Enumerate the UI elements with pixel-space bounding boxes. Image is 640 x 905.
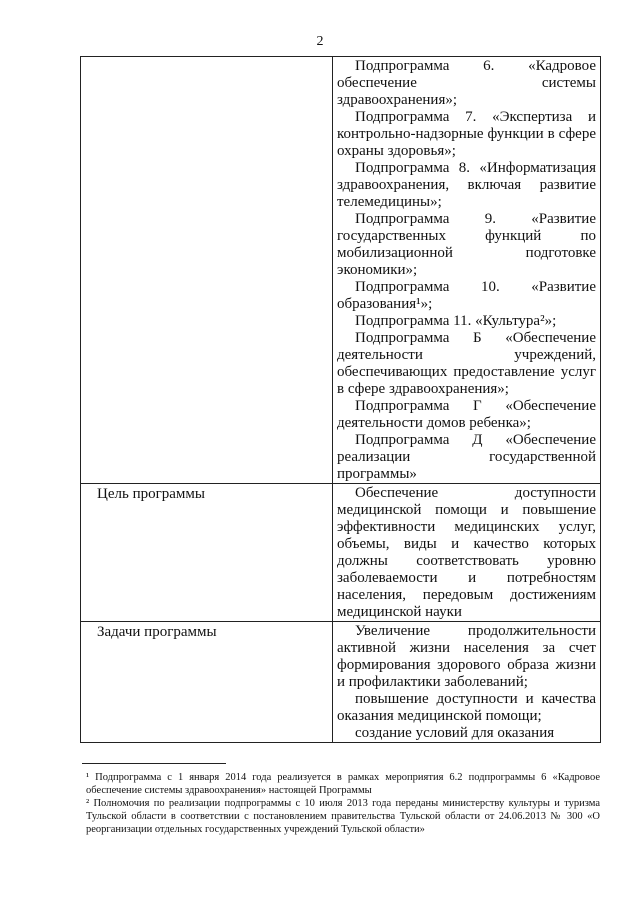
subprogram-item: Подпрограмма 6. «Кадровое обеспечение системы здравоохранения»; <box>337 58 596 108</box>
table-row-goal <box>81 484 601 622</box>
footnote-separator <box>82 763 226 764</box>
subprogram-item: Подпрограмма 7. «Экспертиза и контрольно-надзорные функции в сфере охраны здоровья»; <box>337 109 596 159</box>
table-row-tasks <box>81 622 601 743</box>
subprogram-item: Подпрограмма Д «Обеспечение реализации государственной программы» <box>337 432 596 482</box>
subprogram-item: Подпрограмма Г «Обеспечение деятельности домов ребенка»; <box>337 398 596 431</box>
subprogram-item: Подпрограмма 9. «Развитие государственных функций по мобилизационной подготовке экономики»; <box>337 211 596 278</box>
goal-text: Обеспечение доступности медицинской помощи и повышение эффективности медицинских услуг, объемы, виды и качество которых должны соответствовать уровню заболеваемости и потребностям населения, передовым достижениям медицинской науки <box>337 485 596 620</box>
task-item: создание условий для оказания <box>355 725 555 741</box>
subprogram-item: Подпрограмма 8. «Информатизация здравоохранения, включая развитие телемедицины»; <box>337 160 596 210</box>
row-content-cell <box>333 622 601 743</box>
task-item: Увеличение продолжительности активной жизни населения за счет формирования здорового образа жизни и профилактики заболеваний; <box>337 623 596 690</box>
table-row-subprograms <box>81 57 601 484</box>
row-label-cell <box>81 484 333 622</box>
row-label: Цель программы <box>97 486 205 502</box>
row-label <box>81 57 332 59</box>
subprogram-item: Подпрограмма 10. «Развитие образования¹»; <box>337 279 596 312</box>
task-item: повышение доступности и качества оказания медицинской помощи; <box>337 691 596 724</box>
subprogram-item: Подпрограмма 11. «Культура²»; <box>355 313 557 329</box>
subprogram-item: Подпрограмма Б «Обеспечение деятельности учреждений, обеспечивающих предоставление услуг в сфере здравоохранения»; <box>337 330 596 397</box>
footnote-1: ¹ Подпрограмма с 1 января 2014 года реализуется в рамках мероприятия 6.2 подпрограммы 6 «Кадровое обеспечение системы здравоохранения» настоящей Программы <box>86 772 600 796</box>
row-label-cell <box>81 622 333 743</box>
footnotes <box>86 771 600 836</box>
program-passport-table <box>80 56 601 743</box>
row-content-cell <box>333 484 601 622</box>
row-content-cell <box>333 57 601 484</box>
footnote-2: ² Полномочия по реализации подпрограммы с 10 июля 2013 года переданы министерству культуры и туризма Тульской области в соответствии с постановлением правительства Тульской области от 24.06.2013 № 300 «О реорганизации отдельных государственных учреждений Тульской области» <box>86 798 600 835</box>
row-label: Задачи программы <box>97 624 217 640</box>
page-number: 2 <box>316 34 324 49</box>
row-label-cell <box>81 57 333 484</box>
